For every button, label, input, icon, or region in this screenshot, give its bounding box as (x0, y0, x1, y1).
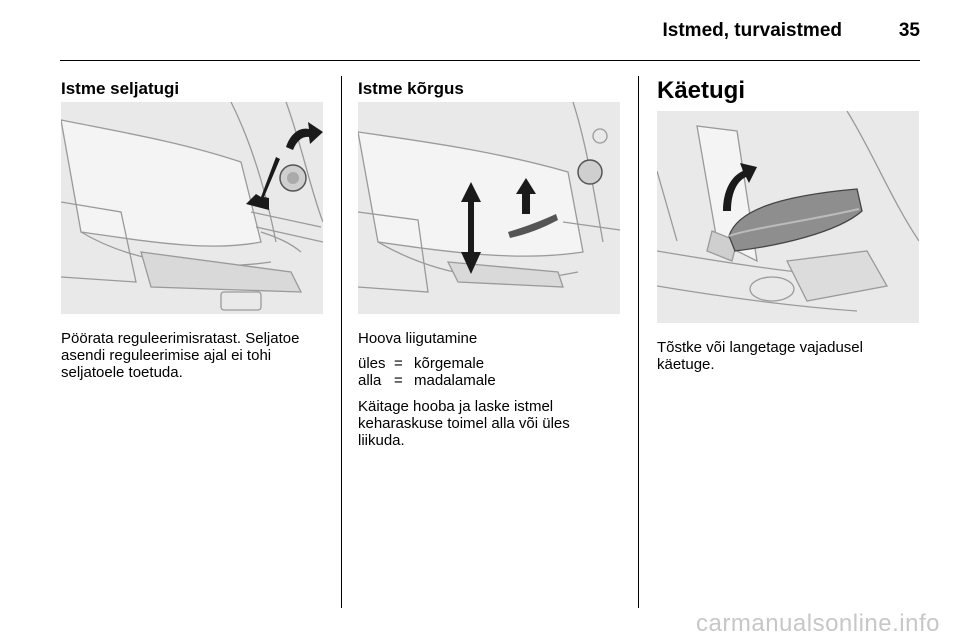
column-divider (341, 76, 342, 608)
intro-text: Hoova liigutamine (358, 330, 478, 347)
section-armrest (657, 75, 919, 373)
definition-separator: = (394, 355, 403, 372)
instruction-text (657, 339, 919, 373)
column-divider (638, 76, 639, 608)
paragraph: Pöörata reguleerimisratast. Seljatoe asendi reguleerimise ajal ei tohi seljatoele toetuda. (61, 330, 300, 381)
section-heading: Istme kõrgus (358, 79, 464, 98)
definition-row (358, 355, 620, 372)
section-seat-height (358, 75, 620, 449)
section-heading: Käetugi (657, 77, 746, 104)
definition-term: üles (358, 355, 386, 372)
section-seat-backrest (61, 75, 323, 381)
definition-term: alla (358, 372, 382, 389)
paragraph: Tõstke või langetage vajadusel käetuge. (657, 339, 863, 373)
armrest-raise-icon (657, 111, 919, 323)
definition-row (358, 372, 620, 389)
definition-description: madalamale (414, 372, 496, 389)
section-heading: Istme seljatugi (61, 79, 180, 98)
definition-description: kõrgemale (414, 355, 485, 372)
instruction-block (358, 330, 620, 449)
page-header-title: Istmed, turvaistmed (662, 20, 842, 41)
seat-height-lever-icon (358, 102, 620, 314)
header-divider (60, 60, 920, 61)
instruction-text (61, 330, 323, 381)
definition-separator: = (394, 372, 403, 389)
paragraph: Käitage hooba ja laske istmel keharaskuse toimel alla või üles liikuda. (358, 398, 570, 449)
seat-backrest-recline-dial-icon (61, 102, 323, 314)
page-number: 35 (898, 20, 920, 41)
watermark: carmanualsonline.info (696, 610, 940, 637)
